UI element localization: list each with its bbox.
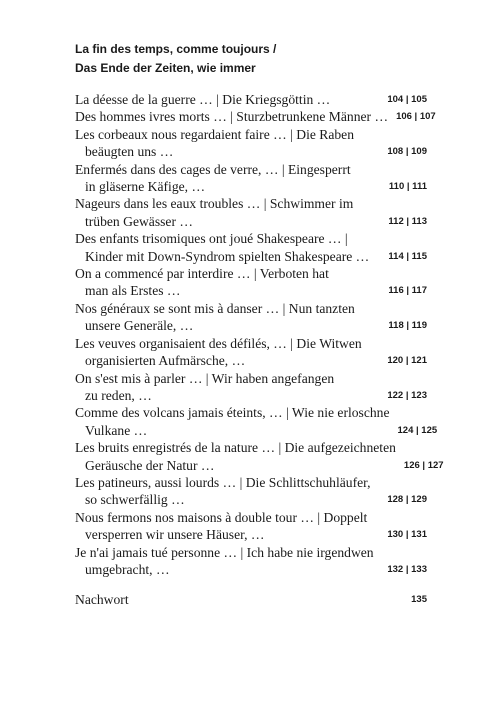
toc-entry-title-line: zu reden, … bbox=[85, 387, 152, 403]
toc-entry-title bbox=[75, 265, 388, 300]
toc-entry-title bbox=[75, 335, 387, 370]
section-title-german: Das Ende der Zeiten, wie immer bbox=[75, 61, 256, 75]
afterword-title: Nachwort bbox=[75, 592, 129, 608]
toc-entry-title-line: Les patineurs, aussi lourds … | Die Schlittschuhläufer, bbox=[75, 474, 371, 490]
toc-entry-title-line: On a commencé par interdire … | Verboten hat bbox=[75, 266, 329, 282]
toc-entry-title bbox=[75, 439, 404, 474]
toc-entry[interactable] bbox=[75, 509, 427, 544]
toc-entry[interactable] bbox=[75, 161, 427, 196]
toc-entry-title-line: Nous fermons nos maisons à double tour … | Doppelt bbox=[75, 509, 368, 525]
toc-entry-page-numbers: 122 | 123 bbox=[387, 389, 427, 401]
toc-entry[interactable] bbox=[75, 300, 427, 335]
toc-entry-title-line: beäugten uns … bbox=[85, 144, 174, 160]
toc-entry-title bbox=[75, 161, 389, 196]
toc-entry-title-line: Des hommes ivres morts … | Sturzbetrunkene Männer … bbox=[75, 109, 389, 125]
toc-entry-title bbox=[75, 91, 387, 108]
toc-entry[interactable] bbox=[75, 474, 427, 509]
toc-entry-title-line: Des enfants trisomiques ont joué Shakespeare … | bbox=[75, 231, 348, 247]
toc-entry-title-line: Je n'ai jamais tué personne … | Ich habe nie irgendwen bbox=[75, 544, 374, 560]
toc-entry-page-numbers: 120 | 121 bbox=[387, 355, 427, 367]
toc-entry[interactable] bbox=[75, 370, 427, 405]
toc-entry-title-line: La déesse de la guerre … | Die Kriegsgöttin … bbox=[75, 92, 331, 107]
toc-entry-title bbox=[75, 195, 388, 230]
toc-entry-title-line: organisierten Aufmärsche, … bbox=[85, 353, 246, 369]
toc-entry-title-line: umgebracht, … bbox=[85, 561, 170, 577]
toc-entry-title-line: Les bruits enregistrés de la nature … | Die aufgezeichneten bbox=[75, 440, 396, 456]
toc-entry-page-numbers: 132 | 133 bbox=[387, 563, 427, 575]
toc-entry-title-line: Les veuves organisaient des défilés, … | Die Witwen bbox=[75, 335, 362, 351]
toc-entry-title-line: man als Erstes … bbox=[85, 283, 181, 299]
toc-entry-page-numbers: 106 | 107 bbox=[396, 111, 436, 123]
toc-entry-title-line: Les corbeaux nous regardaient faire … | Die Raben bbox=[75, 126, 355, 142]
toc-entry-title-line: Kinder mit Down-Syndrom spielten Shakespeare … bbox=[85, 248, 370, 264]
toc-entry-title-line: Comme des volcans jamais éteints, … | Wie nie erloschne bbox=[75, 405, 390, 421]
toc-entry[interactable] bbox=[75, 439, 444, 474]
toc-entry-title-line: trüben Gewässer … bbox=[85, 213, 193, 229]
toc-entry-title-line: Vulkane … bbox=[85, 422, 148, 438]
toc-entry-afterword[interactable] bbox=[75, 591, 427, 608]
toc-entry[interactable] bbox=[75, 126, 427, 161]
toc-entry-page-numbers: 112 | 113 bbox=[388, 215, 427, 227]
toc-entry-page-numbers: 118 | 119 bbox=[388, 320, 427, 332]
toc-entry-title bbox=[75, 544, 387, 579]
table-of-contents bbox=[75, 40, 444, 609]
toc-list bbox=[75, 91, 444, 578]
toc-entry-title-line: Geräusche der Natur … bbox=[85, 457, 215, 473]
toc-entry-title bbox=[75, 108, 396, 125]
toc-entry-title-line: Enfermés dans des cages de verre, … | Eingesperrt bbox=[75, 161, 351, 177]
toc-entry-title-line: Nos généraux se sont mis à danser … | Nun tanzten bbox=[75, 300, 355, 316]
toc-entry[interactable] bbox=[75, 544, 427, 579]
toc-entry[interactable] bbox=[75, 195, 427, 230]
toc-entry-title bbox=[75, 370, 387, 405]
toc-entry-page-numbers: 126 | 127 bbox=[403, 459, 444, 471]
afterword-page-number: 135 bbox=[411, 594, 427, 606]
toc-entry[interactable] bbox=[75, 265, 427, 300]
toc-entry-title-line: unsere Generäle, … bbox=[85, 318, 194, 334]
toc-entry-title bbox=[75, 509, 387, 544]
toc-entry-page-numbers: 110 | 111 bbox=[388, 181, 427, 193]
toc-entry-title-line: On s'est mis à parler … | Wir haben angefangen bbox=[75, 370, 335, 386]
toc-entry[interactable] bbox=[75, 108, 436, 125]
toc-entry[interactable] bbox=[75, 230, 427, 265]
toc-entry-title-line: so schwerfällig … bbox=[85, 492, 185, 508]
toc-entry-page-numbers: 114 | 115 bbox=[388, 250, 427, 262]
toc-entry[interactable] bbox=[75, 404, 438, 439]
toc-entry-title bbox=[75, 126, 387, 161]
toc-entry-title bbox=[75, 230, 388, 265]
section-title-french: La fin des temps, comme toujours / bbox=[75, 42, 277, 56]
toc-entry-title-line: versperren wir unsere Häuser, … bbox=[85, 527, 265, 543]
toc-entry[interactable] bbox=[75, 335, 427, 370]
toc-entry-page-numbers: 128 | 129 bbox=[387, 494, 427, 506]
section-title bbox=[75, 40, 427, 78]
toc-entry-page-numbers: 116 | 117 bbox=[388, 285, 427, 297]
toc-entry-title-line: in gläserne Käfige, … bbox=[85, 179, 206, 195]
toc-entry-title bbox=[75, 474, 387, 509]
toc-entry-page-numbers: 108 | 109 bbox=[387, 146, 427, 158]
toc-entry-page-numbers: 124 | 125 bbox=[397, 424, 438, 436]
toc-entry-title-line: Nageurs dans les eaux troubles … | Schwimmer im bbox=[75, 196, 354, 212]
toc-entry-page-numbers: 130 | 131 bbox=[387, 529, 427, 541]
toc-entry-title bbox=[75, 300, 388, 335]
toc-entry[interactable] bbox=[75, 91, 427, 108]
toc-entry-page-numbers: 104 | 105 bbox=[387, 94, 427, 105]
toc-entry-title bbox=[75, 404, 398, 439]
